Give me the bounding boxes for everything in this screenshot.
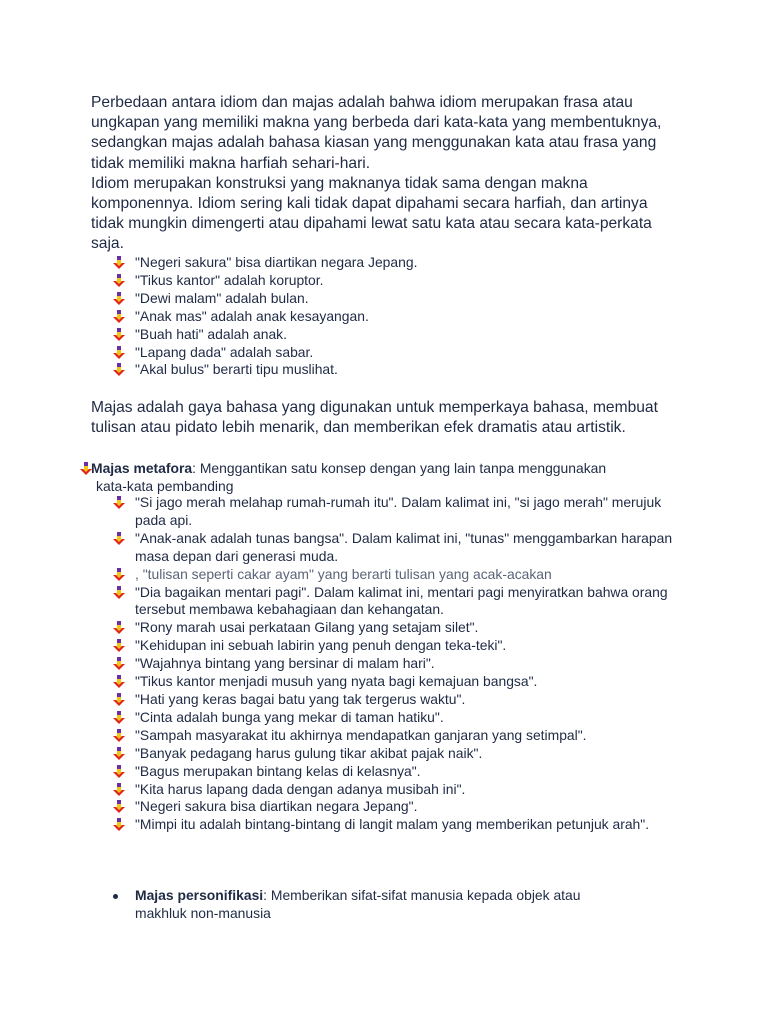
arrow-bullet-icon bbox=[113, 496, 127, 510]
arrow-bullet-icon bbox=[113, 800, 127, 814]
arrow-bullet-icon bbox=[113, 621, 127, 635]
intro-paragraph bbox=[91, 93, 681, 255]
arrow-bullet-icon bbox=[113, 328, 127, 342]
personifikasi-title: Majas personifikasi bbox=[135, 887, 264, 903]
arrow-bullet-icon bbox=[113, 747, 127, 761]
arrow-bullet-icon bbox=[113, 586, 127, 600]
arrow-bullet-icon bbox=[113, 310, 127, 324]
arrow-bullet-icon bbox=[113, 711, 127, 725]
arrow-bullet-icon bbox=[113, 363, 127, 377]
list-item: "Cinta adalah bunga yang mekar di taman hatiku". bbox=[113, 709, 673, 727]
list-item: "Mimpi itu adalah bintang-bintang di langit malam yang memberikan petunjuk arah". bbox=[113, 816, 673, 834]
personifikasi-item bbox=[113, 887, 633, 923]
intro-text-1: Perbedaan antara idiom dan majas adalah bahwa idiom merupakan frasa atau ungkapan yang memiliki makna yang berbeda dari kata-kata yang membentuknya, sedangkan majas adalah bahasa kiasan yang menggunakan kata atau frasa yang tidak memiliki makna harfiah sehari-hari. bbox=[91, 94, 662, 172]
arrow-bullet-icon bbox=[113, 274, 127, 288]
list-item: "Lapang dada" adalah sabar. bbox=[113, 344, 673, 362]
arrow-bullet-icon bbox=[80, 462, 94, 476]
arrow-bullet-icon bbox=[113, 532, 127, 546]
arrow-bullet-icon bbox=[113, 765, 127, 779]
arrow-bullet-icon bbox=[113, 292, 127, 306]
list-item: "Negeri sakura" bisa diartikan negara Jepang. bbox=[113, 254, 673, 272]
list-item: , "tulisan seperti cakar ayam" yang berarti tulisan yang acak-acakan bbox=[113, 566, 673, 584]
metafora-example-list bbox=[113, 494, 673, 834]
list-item: "Dewi malam" adalah bulan. bbox=[113, 290, 673, 308]
list-item: "Buah hati" adalah anak. bbox=[113, 326, 673, 344]
intro-text-2: Idiom merupakan konstruksi yang maknanya tidak sama dengan makna komponennya. Idiom sering kali tidak dapat dipahami secara harfiah, dan artinya tidak mungkin dimengerti atau dipahami lewat satu kata atau secara kata-perkata saja. bbox=[91, 174, 652, 253]
list-item: "Banyak pedagang harus gulung tikar akibat pajak naik". bbox=[113, 745, 673, 763]
idiom-example-list bbox=[113, 254, 673, 379]
list-item: "Hati yang keras bagai batu yang tak tergerus waktu". bbox=[113, 691, 673, 709]
metafora-title: Majas metafora bbox=[91, 460, 193, 476]
personifikasi-desc: : Memberikan sifat-sifat manusia kepada objek atau makhluk non-manusia bbox=[135, 887, 581, 921]
list-item: "Dia bagaikan mentari pagi". Dalam kalimat ini, mentari pagi menyiratkan bahwa orang tersebut membawa kebahagiaan dan kehangatan. bbox=[113, 584, 673, 620]
list-item: "Tikus kantor menjadi musuh yang nyata bagi kemajuan bangsa". bbox=[113, 673, 673, 691]
list-item: "Rony marah usai perkataan Gilang yang setajam silet". bbox=[113, 619, 673, 637]
list-item: "Akal bulus" berarti tipu muslihat. bbox=[113, 361, 673, 379]
list-item: "Wajahnya bintang yang bersinar di malam hari". bbox=[113, 655, 673, 673]
list-item: "Negeri sakura bisa diartikan negara Jepang". bbox=[113, 798, 673, 816]
majas-paragraph: Majas adalah gaya bahasa yang digunakan untuk memperkaya bahasa, membuat tulisan atau pidato lebih menarik, dan memberikan efek dramatis atau artistik. bbox=[91, 399, 658, 437]
arrow-bullet-icon bbox=[113, 657, 127, 671]
arrow-bullet-icon bbox=[113, 693, 127, 707]
metafora-desc: : Menggantikan satu konsep dengan yang lain tanpa menggunakan bbox=[192, 460, 607, 476]
arrow-bullet-icon bbox=[113, 675, 127, 689]
list-item: "Anak mas" adalah anak kesayangan. bbox=[113, 308, 673, 326]
arrow-bullet-icon bbox=[113, 818, 127, 832]
arrow-bullet-icon bbox=[113, 639, 127, 653]
list-item: "Si jago merah melahap rumah-rumah itu". Dalam kalimat ini, "si jago merah" merujuk pada api. bbox=[113, 494, 673, 530]
metafora-heading bbox=[80, 460, 680, 496]
list-item: "Sampah masyarakat itu akhirnya mendapatkan ganjaran yang setimpal". bbox=[113, 727, 673, 745]
arrow-bullet-icon bbox=[113, 256, 127, 270]
arrow-bullet-icon bbox=[113, 568, 127, 582]
list-item: "Kehidupan ini sebuah labirin yang penuh dengan teka-teki". bbox=[113, 637, 673, 655]
arrow-bullet-icon bbox=[113, 346, 127, 360]
list-item: "Anak-anak adalah tunas bangsa". Dalam kalimat ini, "tunas" menggambarkan harapan masa depan dari generasi muda. bbox=[113, 530, 673, 566]
list-item: "Bagus merupakan bintang kelas di kelasnya". bbox=[113, 763, 673, 781]
list-item: "Tikus kantor" adalah koruptor. bbox=[113, 272, 673, 290]
bullet-dot-icon bbox=[113, 894, 118, 899]
arrow-bullet-icon bbox=[113, 783, 127, 797]
metafora-desc-cont: kata-kata pembanding bbox=[96, 477, 234, 494]
arrow-bullet-icon bbox=[113, 729, 127, 743]
list-item: "Kita harus lapang dada dengan adanya musibah ini". bbox=[113, 781, 673, 799]
